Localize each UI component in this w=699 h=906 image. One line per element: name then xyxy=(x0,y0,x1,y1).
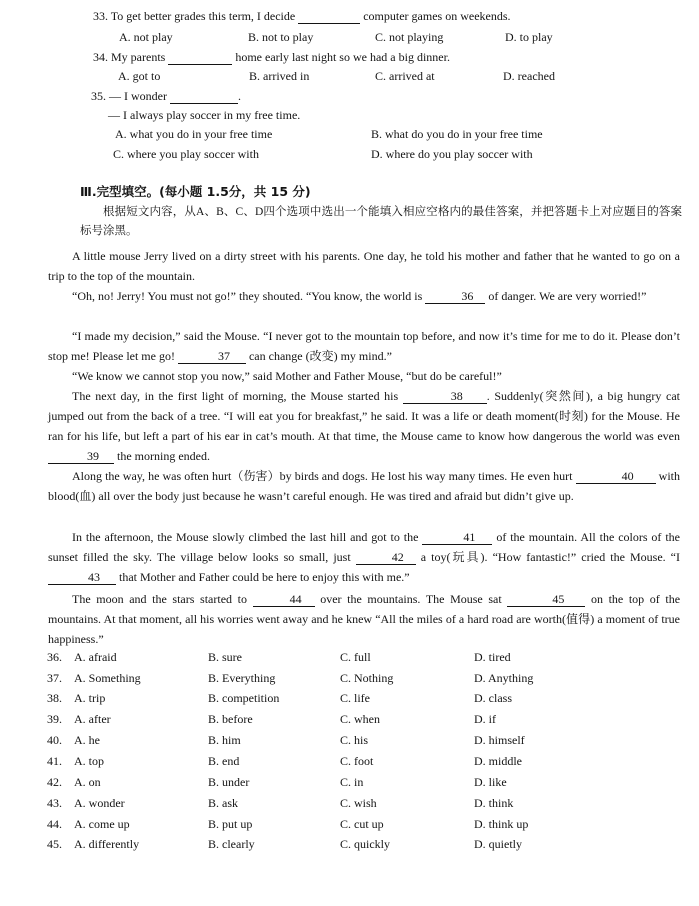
option-b: B. what do you do in your free time xyxy=(371,127,543,141)
passage-text: “Oh, no! Jerry! You must not go!” they shouted. “You know, the world is xyxy=(72,289,423,303)
question-number: 33. xyxy=(93,9,108,23)
passage-paragraph-8 xyxy=(48,589,680,649)
passage-text: of danger. We are very worried!” xyxy=(488,289,647,303)
section-title: Ⅲ.完型填空。(每小题 1.5分，共 15 分) xyxy=(80,184,311,199)
option-d: D. think up xyxy=(474,817,529,831)
option-c: C. life xyxy=(340,691,370,705)
option-a: A. trip xyxy=(74,691,106,705)
answer-blank xyxy=(168,51,232,65)
option-b: B. Everything xyxy=(208,671,276,685)
question-stem-end: computer games on weekends. xyxy=(363,9,511,23)
option-b: B. clearly xyxy=(208,837,255,851)
option-b: B. under xyxy=(208,775,250,789)
option-d: D. Anything xyxy=(474,671,534,685)
option-row-number: 44. xyxy=(47,817,62,831)
passage-paragraph-5 xyxy=(48,386,680,466)
blank-37: 37 xyxy=(178,350,246,364)
option-row-number: 41. xyxy=(47,754,62,768)
option-d: D. quietly xyxy=(474,837,522,851)
option-row-number: 36. xyxy=(47,650,62,664)
blank-36: 36 xyxy=(425,290,485,304)
option-c: C. Nothing xyxy=(340,671,394,685)
option-b: B. put up xyxy=(208,817,253,831)
option-a: A. on xyxy=(74,775,101,789)
question-33 xyxy=(93,9,511,24)
option-c: C. not playing xyxy=(375,30,444,44)
passage-paragraph-1: A little mouse Jerry lived on a dirty street with his parents. One day, he told his mother and father that he wanted to go on a trip to the top of the mountain. xyxy=(48,249,680,283)
option-d: D. reached xyxy=(503,69,555,83)
section-instructions: 根据短文内容，从A、B、C、D四个选项中选出一个能填入相应空格内的最佳答案，并把答题卡上对应题目的答案标号涂黑。 xyxy=(80,206,682,237)
option-d: D. where do you play soccer with xyxy=(371,147,533,161)
option-a: A. after xyxy=(74,712,111,726)
passage-paragraph-2 xyxy=(48,286,680,306)
option-a: A. come up xyxy=(74,817,130,831)
option-a: A. he xyxy=(74,733,100,747)
option-a: A. Something xyxy=(74,671,141,685)
question-number: 35. xyxy=(91,89,106,103)
option-a: A. differently xyxy=(74,837,140,851)
passage-paragraph-4: “We know we cannot stop you now,” said Mother and Father Mouse, “but do be careful!” xyxy=(72,369,502,383)
question-number: 34. xyxy=(93,50,108,64)
question-stem-end: home early last night so we had a big dinner. xyxy=(235,50,450,64)
option-b: B. competition xyxy=(208,691,280,705)
passage-text: over the mountains. The Mouse sat xyxy=(320,592,502,606)
blank-38: 38 xyxy=(403,390,487,404)
option-d: D. himself xyxy=(474,733,525,747)
option-b: B. not to play xyxy=(248,30,314,44)
passage-text: a toy(玩具). “How fantastic!” cried the Mouse. “I xyxy=(420,550,681,564)
passage-text: Along the way, he was often hurt（伤害）by birds and dogs. He lost his way many times. He even hurt xyxy=(72,469,573,483)
passage-text: can change (改变) my mind.” xyxy=(248,349,392,363)
option-a: A. afraid xyxy=(74,650,117,664)
option-d: D. if xyxy=(474,712,496,726)
option-b: B. ask xyxy=(208,796,238,810)
option-c: C. where you play soccer with xyxy=(113,147,259,161)
passage-text: The next day, in the first light of morning, the Mouse started his xyxy=(72,389,399,403)
option-d: D. class xyxy=(474,691,512,705)
question-stem: To get better grades this term, I decide xyxy=(110,9,296,23)
option-c: C. when xyxy=(340,712,380,726)
option-d: D. think xyxy=(474,796,514,810)
option-a: A. got to xyxy=(118,69,161,83)
option-b: B. him xyxy=(208,733,241,747)
blank-44: 44 xyxy=(253,593,315,607)
question-stem: My parents xyxy=(111,50,166,64)
option-c: C. his xyxy=(340,733,369,747)
option-c: C. quickly xyxy=(340,837,390,851)
option-c: C. in xyxy=(340,775,364,789)
passage-text: of the mountain. All the colors of the sunset filled the sky. The village below looks so small, just xyxy=(48,530,681,564)
option-d: D. to play xyxy=(505,30,553,44)
option-d: D. tired xyxy=(474,650,511,664)
question-34 xyxy=(93,50,450,65)
blank-43: 43 xyxy=(48,571,116,585)
option-b: B. before xyxy=(208,712,253,726)
blank-42: 42 xyxy=(356,551,416,565)
question-35 xyxy=(91,89,241,104)
passage-paragraph-3 xyxy=(48,326,680,366)
passage-text: that Mother and Father could be here to enjoy this with me.” xyxy=(119,570,410,584)
option-d: D. middle xyxy=(474,754,522,768)
answer-blank xyxy=(170,90,238,104)
option-row-number: 45. xyxy=(47,837,62,851)
blank-41: 41 xyxy=(422,531,492,545)
option-c: C. full xyxy=(340,650,371,664)
option-row-number: 39. xyxy=(47,712,62,726)
question-stem-end: . xyxy=(237,89,241,103)
passage-text: . Suddenly(突然间), a big hungry cat jumped out from the back of a tree. “I will eat you for breakfast,” he said. It was a life or death moment(时刻) for the Mouse. He ran for his life, but left a part of his ear in cat’s mouth. At that time, the Mouse came to know how dangerous the world was even xyxy=(48,389,680,443)
passage-text: with blood(血) all over the body just because he wasn’t careful enough. He was tired and afraid but didn’t give up. xyxy=(48,469,680,503)
option-b: B. sure xyxy=(208,650,242,664)
option-row-number: 40. xyxy=(47,733,62,747)
option-d: D. like xyxy=(474,775,507,789)
option-c: C. cut up xyxy=(340,817,384,831)
answer-blank xyxy=(298,10,360,24)
option-a: A. not play xyxy=(119,30,173,44)
option-row-number: 37. xyxy=(47,671,62,685)
option-b: B. end xyxy=(208,754,240,768)
option-c: C. arrived at xyxy=(375,69,435,83)
passage-paragraph-6 xyxy=(48,466,680,506)
option-b: B. arrived in xyxy=(249,69,310,83)
option-c: C. wish xyxy=(340,796,377,810)
blank-39: 39 xyxy=(48,450,114,464)
passage-text: The moon and the stars started to xyxy=(72,592,247,606)
option-a: A. wonder xyxy=(74,796,125,810)
passage-paragraph-7 xyxy=(48,527,680,587)
passage-text: on the top of the mountains. At that moment, all his worries went away and he knew “All the miles of a hard road are worth(值得) a moment of true happiness.” xyxy=(48,592,681,646)
blank-40: 40 xyxy=(576,470,656,484)
option-a: A. top xyxy=(74,754,104,768)
option-a: A. what you do in your free time xyxy=(115,127,273,141)
option-row-number: 38. xyxy=(47,691,62,705)
option-row-number: 42. xyxy=(47,775,62,789)
passage-text: In the afternoon, the Mouse slowly climbed the last hill and got to the xyxy=(72,530,419,544)
passage-text: the morning ended. xyxy=(117,449,210,463)
passage-text: “I made my decision,” said the Mouse. “I never got to the mountain top before, and now it’s time for me to do it. Please don’t stop me! Please let me go! xyxy=(48,329,680,363)
option-c: C. foot xyxy=(340,754,374,768)
question-stem: — I wonder xyxy=(109,89,167,103)
option-row-number: 43. xyxy=(47,796,62,810)
question-reply: — I always play soccer in my free time. xyxy=(108,108,301,122)
blank-45: 45 xyxy=(507,593,585,607)
